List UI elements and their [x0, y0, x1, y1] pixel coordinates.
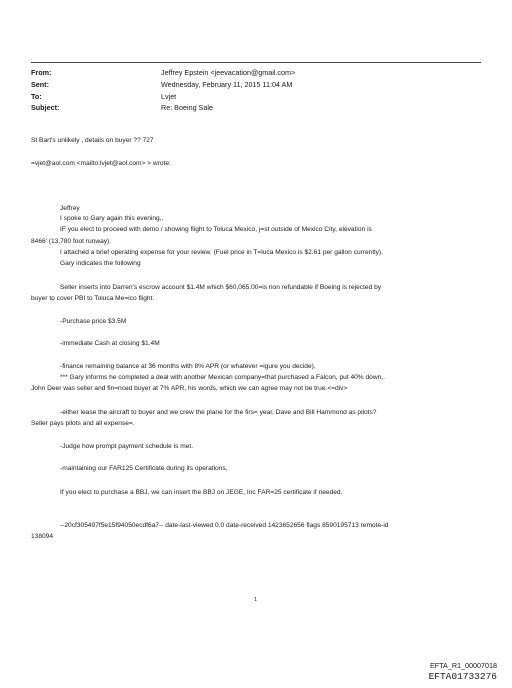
body-line: -Judge how prompt payment schedule is met. [60, 443, 194, 450]
body-line: If you elect to purchase a BBJ, we can insert the BBJ on JEGE, Inc FAR=25 certificate if needed. [60, 489, 343, 496]
to-label: To: [31, 92, 42, 101]
subject-label: Subject: [31, 103, 60, 112]
sent-value: Wednesday, February 11, 2015 11:04 AM [161, 80, 293, 89]
to-value: Lvjet [161, 92, 177, 101]
body-line: I spoke to Gary again this evening,. [60, 215, 164, 222]
body-line: buyer to cover PBI to Toluca Me=ico flight. [31, 295, 155, 302]
sent-label: Sent: [31, 80, 49, 89]
body-line: St Bart's unlikely , details on buyer ?? 727 [31, 137, 154, 144]
body-line: -maintaining our FAR125 Certificate during its operations, [60, 465, 228, 472]
metadata-line: 138094 [31, 533, 54, 540]
subject-value: Re: Boeing Sale [161, 103, 213, 112]
body-line: Gary indicates the following [60, 260, 141, 267]
greeting: Jeffrey [60, 205, 80, 212]
body-line: -finance remaining balance at 36 months with 8% APR (or whatever =igure you decide), [60, 363, 316, 370]
body-line: IF you elect to proceed with demo / showing flight to Toluca Mexico, j=st outside of Mexico City, elevation is [60, 226, 372, 233]
body-line: -immediate Cash at closing $1.4M [60, 340, 160, 347]
bates-number: EFTA01733276 [428, 671, 497, 682]
body-line: John Deer was seller and fin=nced buyer at 7% APR, his words, which we can agree may not be true.<=div> [31, 385, 348, 392]
body-line: -either lease the aircraft to buyer and we crew the plane for the firs= year, Dave and Bill Hammond as pilots? [60, 409, 377, 416]
body-line: *** Gary informs he completed a deal with another Mexican company=that purchased a Falcon, put 40% down,. [60, 374, 385, 381]
body-line: 8466' (13,780 foot runway). [31, 238, 112, 245]
body-line: I attached a brief operating expense for your review. (Fuel price in T=luca Mexico is $2.61 per gallon currently). [60, 249, 383, 256]
page-number: 1 [254, 597, 258, 603]
from-value: Jeffrey Epstein <jeevacation@gmail.com> [161, 68, 296, 77]
header-divider [31, 62, 481, 63]
bates-number: EFTA_R1_00007018 [430, 661, 497, 670]
body-line: -Purchase price $3.5M [60, 318, 127, 325]
body-line: Seller inserts into Darren's escrow account $1.4M which $60,065.00=is non refundable if Boeing is rejected by [60, 284, 382, 291]
from-label: From: [31, 68, 52, 77]
body-line: Seller pays pilots and all expense=. [31, 420, 135, 427]
metadata-line: --20cf305497f5e15f94050ecdf6a7-- date-last-viewed 0.0 date-received 1423652656 flags 8590195713 remote-id [60, 522, 389, 529]
body-line: =vjet@aol.com <mailto:lvjet@aol.com> > wrote: [31, 160, 171, 167]
